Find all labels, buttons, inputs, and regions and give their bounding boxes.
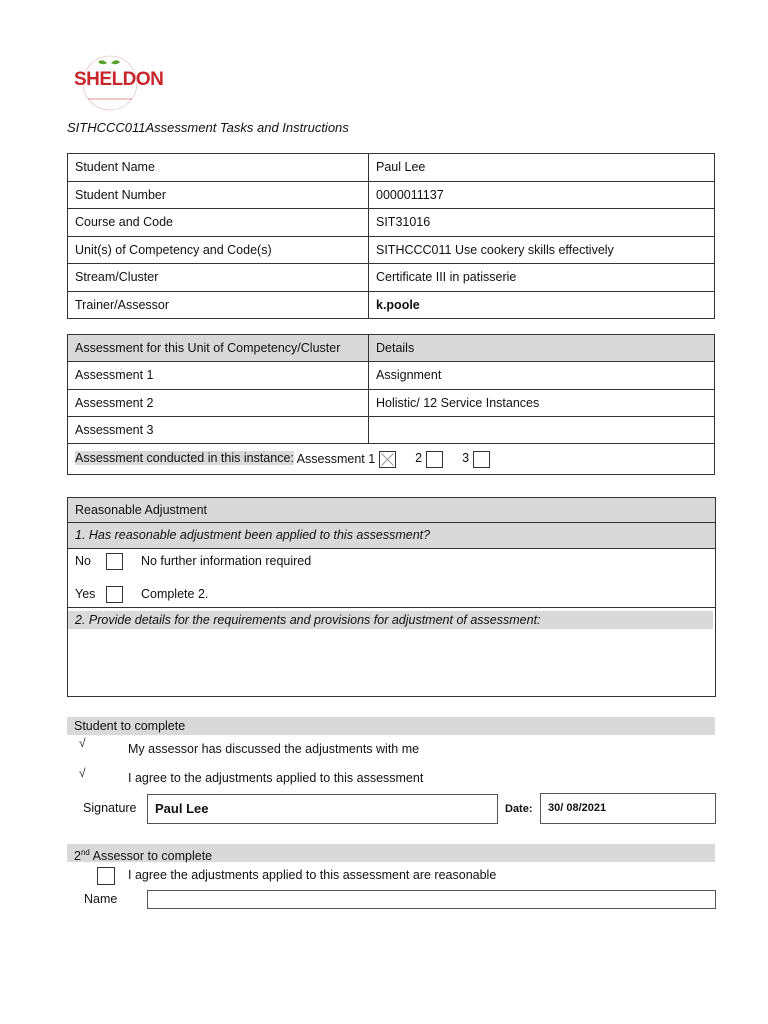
student-statement-1: My assessor has discussed the adjustments with me (128, 742, 420, 756)
row-label: Assessment 1 (68, 362, 369, 389)
table-row (68, 209, 715, 237)
heading-superscript: nd (80, 848, 90, 857)
assessment-3-checkbox[interactable] (473, 451, 490, 468)
document-title: SITHCCC011Assessment Tasks and Instructions (67, 120, 349, 135)
agree-text: I agree the adjustments applied to this assessment are reasonable (128, 868, 497, 882)
row-label: Trainer/Assessor (68, 291, 369, 319)
sheldon-logo (74, 55, 164, 111)
row-value: k.poole (369, 291, 715, 319)
row-value: SITHCCC011 Use cookery skills effectively (369, 236, 715, 264)
table-row (68, 236, 715, 264)
student-statement-2: I agree to the adjustments applied to this assessment (128, 771, 424, 785)
section-heading: Reasonable Adjustment (68, 498, 715, 523)
check-mark-icon: √ (79, 736, 86, 750)
row-label: Course and Code (68, 209, 369, 237)
table-row (68, 291, 715, 319)
row-label: Student Number (68, 181, 369, 209)
yes-option (75, 586, 208, 603)
no-option (75, 553, 311, 570)
no-label: No (75, 553, 91, 568)
logo-text: SHELDON (74, 69, 164, 90)
student-section-heading: Student to complete (67, 717, 715, 735)
row-label: Student Name (68, 154, 369, 182)
table-row (68, 389, 715, 416)
table-row (68, 362, 715, 389)
row-value: Certificate III in patisserie (369, 264, 715, 292)
date-field[interactable]: 30/ 08/2021 (540, 793, 716, 824)
check-mark-icon: √ (79, 766, 86, 780)
header-cell: Details (369, 335, 715, 362)
reasonable-adjustment-section (67, 497, 716, 697)
assessor-name-field[interactable] (147, 890, 716, 909)
option-3-label: 3 (462, 451, 470, 466)
row-label: Assessment 2 (68, 389, 369, 416)
conducted-prefix: Assessment 1 (296, 451, 376, 466)
question-2: 2. Provide details for the requirements and provisions for adjustment of assessment: (68, 611, 713, 629)
heading-text: Assessor to complete (89, 849, 213, 864)
row-value: Holistic/ 12 Service Instances (369, 389, 715, 416)
table-header-row (68, 335, 715, 362)
assessment-table (67, 334, 715, 475)
agree-checkbox[interactable] (97, 867, 115, 885)
question-1: 1. Has reasonable adjustment been applied to this assessment? (68, 523, 715, 549)
row-value: 0000011137 (369, 181, 715, 209)
table-row (68, 264, 715, 292)
yes-label: Yes (75, 586, 96, 601)
conducted-row (68, 444, 715, 475)
row-value: SIT31016 (369, 209, 715, 237)
signature-field[interactable]: Paul Lee (147, 794, 498, 824)
heading-number: 2 (74, 849, 81, 864)
second-assessor-heading (67, 844, 715, 862)
option-2-label: 2 (415, 451, 423, 466)
assessment-1-checkbox[interactable] (379, 451, 396, 468)
header-cell: Assessment for this Unit of Competency/Cluster (68, 335, 369, 362)
row-value: Assignment (369, 362, 715, 389)
row-label: Stream/Cluster (68, 264, 369, 292)
assessment-2-checkbox[interactable] (426, 451, 443, 468)
no-text: No further information required (140, 553, 312, 568)
yes-checkbox[interactable] (106, 586, 123, 603)
table-row (68, 154, 715, 182)
conducted-label: Assessment conducted in this instance: (75, 451, 294, 466)
table-row (68, 416, 715, 443)
yes-text: Complete 2. (140, 586, 209, 601)
no-checkbox[interactable] (106, 553, 123, 570)
divider (68, 607, 715, 608)
student-info-table (67, 153, 715, 319)
row-label: Assessment 3 (68, 416, 369, 443)
row-label: Unit(s) of Competency and Code(s) (68, 236, 369, 264)
row-value: Paul Lee (369, 154, 715, 182)
signature-label: Signature (83, 801, 137, 815)
name-label: Name (84, 892, 118, 906)
row-value (369, 416, 715, 443)
table-row (68, 181, 715, 209)
date-label: Date: (505, 803, 533, 815)
